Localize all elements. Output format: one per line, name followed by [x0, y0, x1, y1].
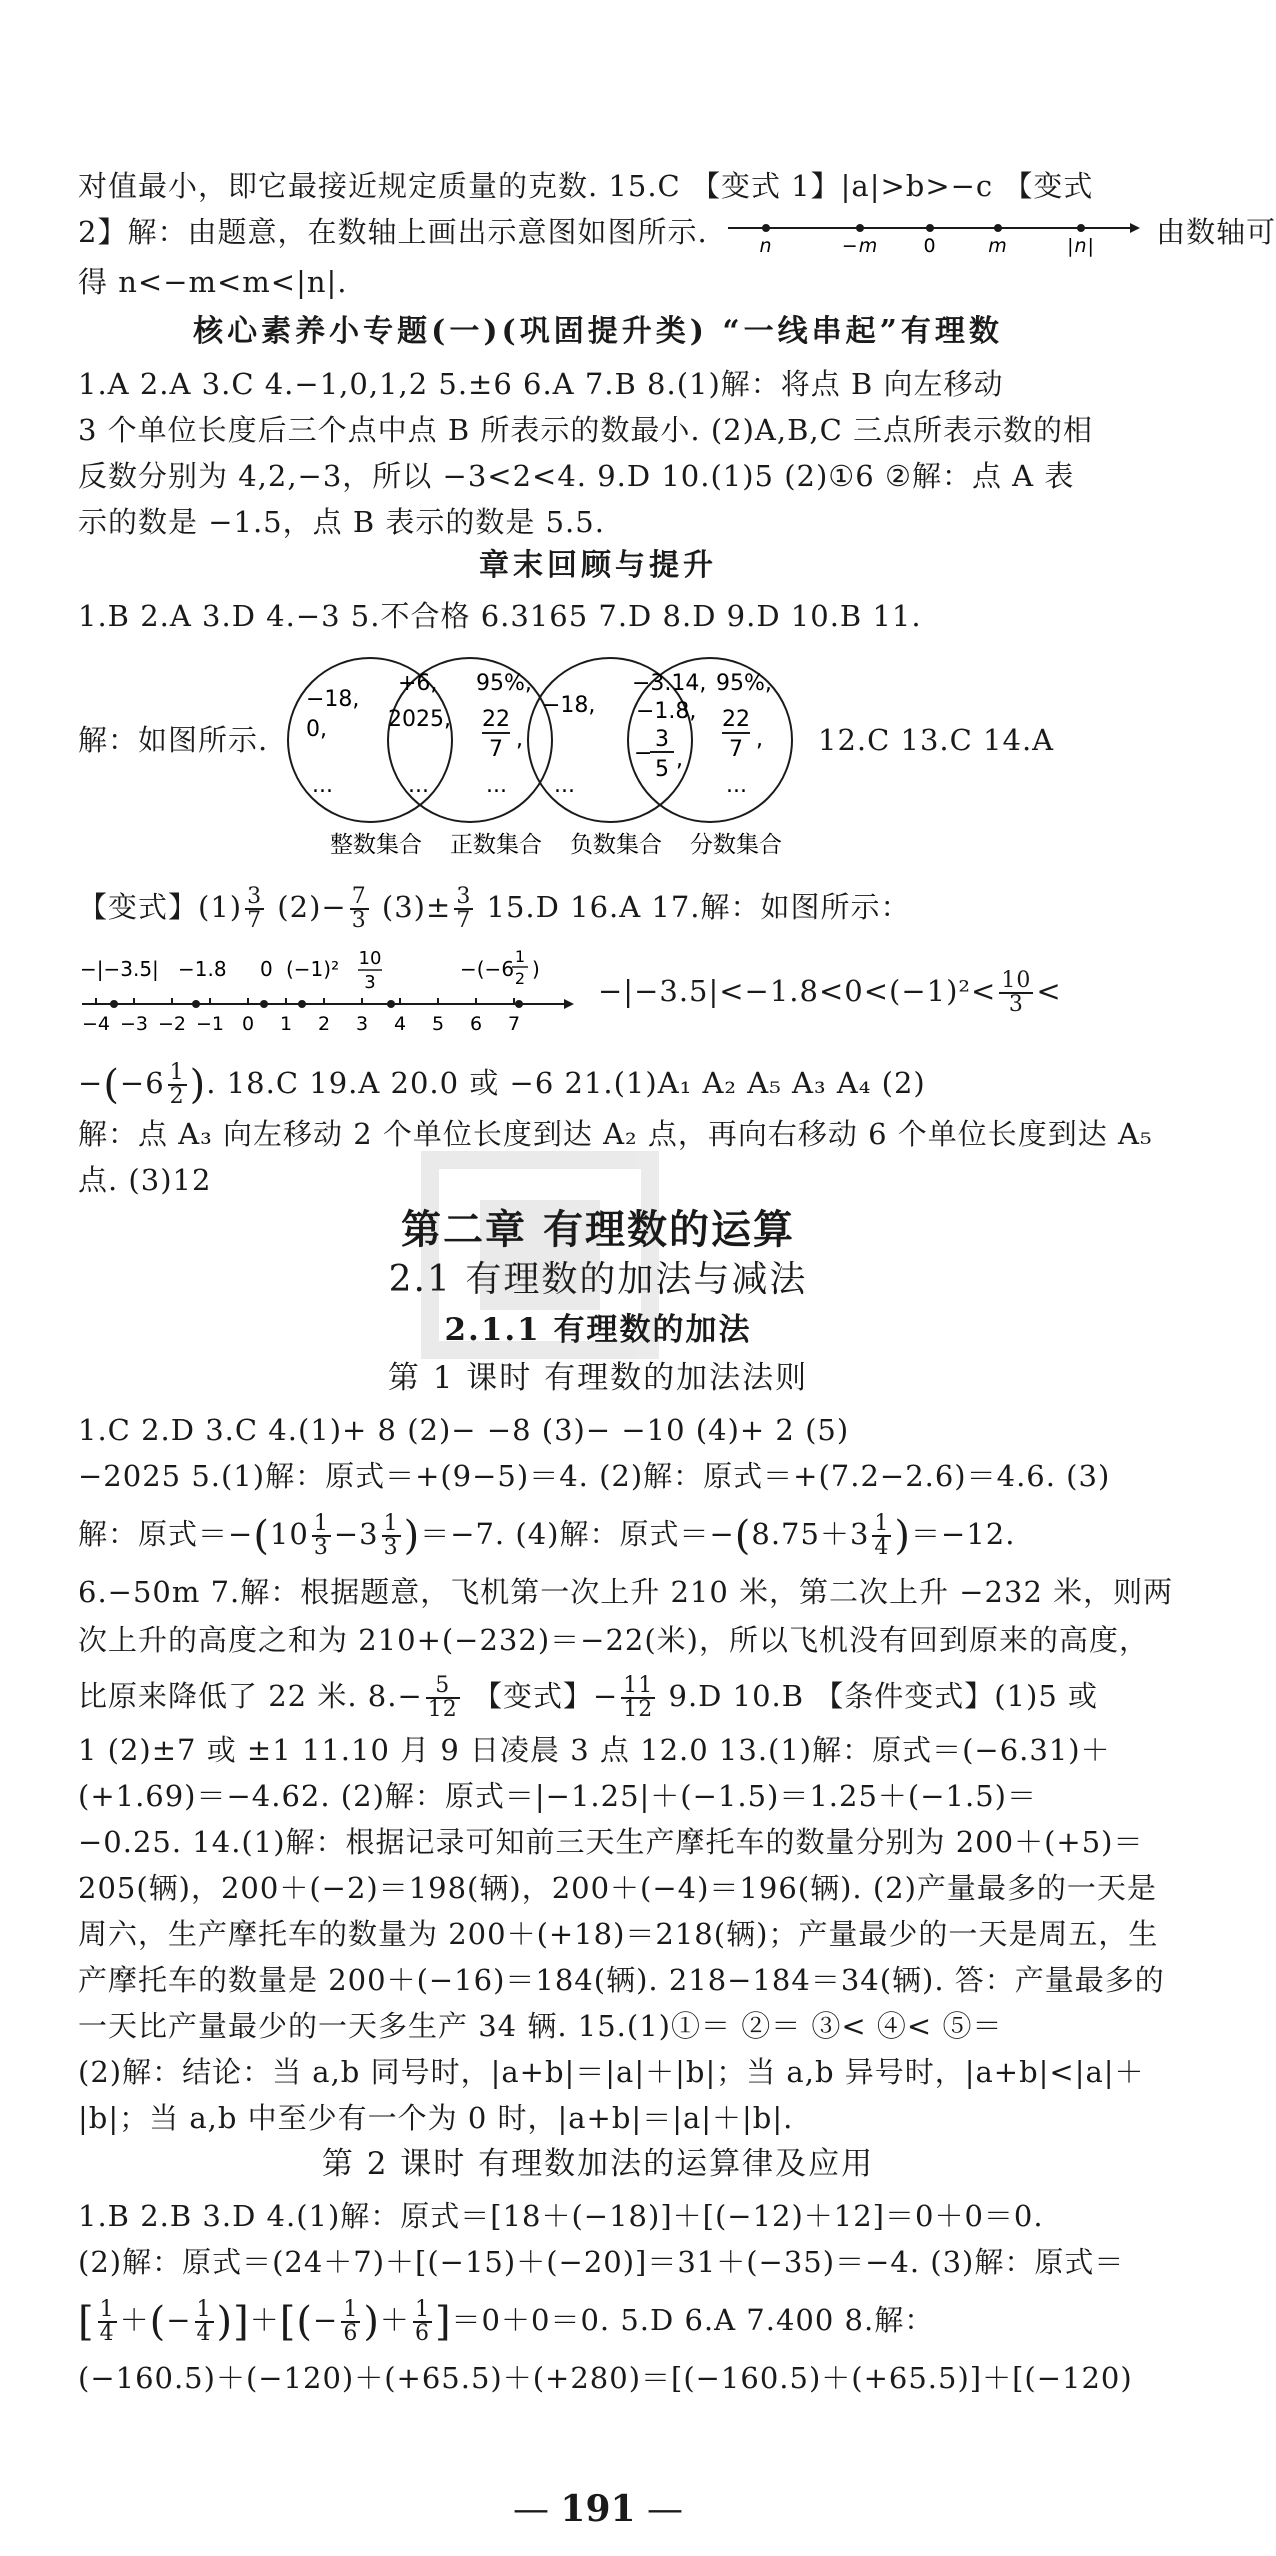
fraction: $\frac{1}{3}$	[313, 1511, 329, 1560]
text-line: 1 (2)±7 或 ±1 11.10 月 9 日凌晨 3 点 12.0 13.(1)解：原式＝(−6.31)＋	[78, 1733, 1111, 1767]
text-line: 得 n<−m<m<|n|.	[78, 265, 348, 299]
fraction: $\frac{7}{3}$	[351, 884, 367, 933]
venn-text: ...	[486, 773, 507, 798]
nl-tick-label: 3	[355, 1013, 369, 1035]
fraction: $\frac{3}{7}$	[247, 884, 263, 933]
text-line: (+1.69)＝−4.62. (2)解：原式＝|−1.25|＋(−1.5)＝1.25＋(−1.5)＝	[78, 1779, 1037, 1813]
subsection-title: 2.1.1 有理数的加法	[444, 1312, 752, 1348]
text-span: 15.D 16.A 17.解：如图所示：	[476, 890, 911, 924]
nl-tick-label: −1	[195, 1013, 225, 1035]
text-line: 一天比产量最少的一天多生产 34 辆. 15.(1)①＝ ②＝ ③< ④< ⑤＝	[78, 2009, 1003, 2043]
text-line: 1.C 2.D 3.C 4.(1)+ 8 (2)− −8 (3)− −10 (4)+ 2 (5)	[78, 1413, 850, 1447]
nl-label: −1.8	[178, 957, 227, 981]
venn-text: −	[634, 741, 653, 766]
text-line: 点. (3)12	[78, 1163, 212, 1197]
nl-tick-label: −4	[81, 1013, 111, 1035]
venn-text: ...	[408, 773, 429, 798]
nl-label: 2	[514, 969, 526, 988]
nl-label: m	[988, 235, 1008, 257]
text-line: 1.A 2.A 3.C 4.−1,0,1,2 5.±6 6.A 7.B 8.(1)解：将点 B 向左移动	[78, 367, 1004, 401]
nl-tick-label: 7	[507, 1013, 521, 1035]
venn-text: ...	[312, 773, 333, 798]
set-label: 正数集合	[450, 832, 542, 858]
venn-text: −18,	[306, 687, 360, 712]
text-span: 比原来降低了 22 米. 8.−	[78, 1679, 423, 1713]
nl-tick-label: 2	[317, 1013, 331, 1035]
chapter-title: 第二章 有理数的运算	[401, 1206, 795, 1253]
text-span: −3	[333, 1517, 379, 1551]
venn-text: ...	[726, 773, 747, 798]
text-line: (2)解：原式＝(24＋7)＋[(−15)＋(−20)]＝31＋(−35)＝−4. (3)解：原式＝	[78, 2245, 1125, 2279]
number-line-1	[726, 212, 1146, 256]
nl-label: −m	[841, 235, 879, 257]
text-span: 解：原式＝−	[78, 1517, 254, 1551]
text-line: 反数分别为 4,2,−3，所以 −3<2<4. 9.D 10.(1)5 (2)①6 ②解：点 A 表	[78, 459, 1075, 493]
text-line: (2)解：结论：当 a,b 同号时，|a+b|＝|a|＋|b|；当 a,b 异号时，|a+b|<|a|＋	[78, 2055, 1145, 2089]
text-span: −|−3.5|<−1.8<0<(−1)²<	[598, 974, 997, 1008]
venn-text: 0,	[306, 717, 327, 742]
fraction: $\frac{1}{4}$	[196, 2297, 212, 2346]
fraction: $\frac{1}{6}$	[343, 2297, 359, 2346]
venn-text: 2025,	[388, 707, 451, 732]
nl-tick-label: −3	[119, 1013, 149, 1035]
text-line: 6.−50m 7.解：根据题意，飞机第一次上升 210 米，第二次上升 −232 米，则两	[78, 1575, 1174, 1609]
text-line: 解：原式＝−(10 $\frac{1}{3}$ −3 $\frac{1}{3}$ )＝−7. (4)解：原式＝−(8.75＋3 $\frac{1}{4}$ )＝−12.	[78, 1511, 1016, 1560]
text-line: 对值最小，即它最接近规定质量的克数. 15.C 【变式 1】|a|>b>−c 【变式	[78, 169, 1094, 203]
text-span: 解：如图所示.	[78, 723, 269, 757]
lesson-title: 第 1 课时 有理数的加法法则	[387, 1360, 809, 1396]
text-span: 8.75＋3	[751, 1517, 870, 1551]
text-span: 12.C 13.C 14.A	[818, 723, 1055, 757]
set-label: 整数集合	[330, 832, 422, 858]
nl-label: (−1)²	[286, 957, 340, 981]
text-line: 周六，生产摩托车的数量为 200＋(+18)＝218(辆)；产量最少的一天是周五，生	[78, 1917, 1159, 1951]
venn-text: 95%,	[476, 671, 532, 696]
set-label: 负数集合	[570, 832, 662, 858]
section-heading: 核心素养小专题(一)(巩固提升类) “一线串起”有理数	[193, 314, 1003, 349]
nl-label: 1	[514, 947, 526, 966]
nl-label: −|−3.5|	[80, 957, 159, 981]
text-span: −	[78, 1066, 104, 1100]
text-line: (−160.5)＋(−120)＋(+65.5)＋(+280)＝[(−160.5)＋(+65.5)]＋[(−120)	[78, 2361, 1133, 2395]
venn-text: ...	[554, 773, 575, 798]
text-line: 3 个单位长度后三个点中点 B 所表示的数最小. (2)A,B,C 三点所表示数的相	[78, 413, 1094, 447]
venn-frac-num: 22	[482, 707, 510, 732]
text-line	[598, 966, 1062, 1016]
text-line: 205(辆)，200＋(−2)＝198(辆)，200＋(−4)＝196(辆). (2)产量最多的一天是	[78, 1871, 1157, 1905]
venn-frac-num: 22	[722, 707, 750, 732]
venn-frac-den: 5	[655, 757, 669, 782]
fraction: $\frac{1}{4}$	[99, 2297, 115, 2346]
venn-text: ,	[676, 747, 683, 772]
fraction: $\frac{1}{4}$	[874, 1511, 890, 1560]
text-line: −0.25. 14.(1)解：根据记录可知前三天生产摩托车的数量分别为 200＋(+5)＝	[78, 1825, 1144, 1859]
section-title: 2.1 有理数的加法与减法	[388, 1259, 808, 1300]
venn-frac-num: 3	[655, 727, 669, 752]
venn-text: ,	[756, 727, 763, 752]
number-line-2	[74, 946, 584, 1038]
text-line	[78, 882, 911, 932]
page-number: — 191 —	[512, 2488, 684, 2530]
text-line: −2025 5.(1)解：原式＝+(9−5)＝4. (2)解：原式＝+(7.2−2.6)＝4.6. (3)	[78, 1459, 1111, 1493]
text-span: 【变式】−	[462, 1679, 619, 1713]
text-span: 10	[269, 1517, 309, 1551]
nl-label: 10	[358, 948, 382, 969]
nl-tick-label: 0	[241, 1013, 255, 1035]
venn-text: −18,	[542, 693, 596, 718]
text-span: . 18.C 19.A 20.0 或 −6 21.(1)A₁ A₂ A₅ A₃ A₄ (2)	[206, 1066, 926, 1100]
text-span: 【变式】(1)	[78, 890, 243, 924]
venn-text: ,	[516, 727, 523, 752]
text-span: <	[1036, 974, 1062, 1008]
nl-label: )	[532, 957, 540, 981]
nl-label: 3	[364, 972, 376, 993]
fraction: $\frac{10}{3}$	[1001, 968, 1032, 1017]
venn-text: 95%,	[716, 671, 772, 696]
fraction: $\frac{3}{7}$	[456, 884, 472, 933]
nl-tick-label: 1	[279, 1013, 293, 1035]
fraction: $\frac{1}{3}$	[383, 1511, 399, 1560]
text-line: 解：点 A₃ 向左移动 2 个单位长度到达 A₂ 点，再向右移动 6 个单位长度到达 A₅	[78, 1117, 1153, 1151]
text-span: ＝0＋0＝0. 5.D 6.A 7.400 8.解：	[451, 2303, 935, 2337]
text-span: 由数轴可	[1156, 215, 1276, 249]
text-line: 1.B 2.A 3.D 4.−3 5.不合格 6.3165 7.D 8.D 9.D 10.B 11.	[78, 599, 922, 633]
venn-text: +6,	[398, 671, 438, 696]
text-line	[78, 212, 1276, 256]
text-line: 次上升的高度之和为 210+(−232)＝−22(米)，所以飞机没有回到原来的高度，	[78, 1623, 1149, 1657]
text-line: −(−6 $\frac{1}{2}$ ). 18.C 19.A 20.0 或 −6 21.(1)A₁ A₂ A₅ A₃ A₄ (2)	[78, 1060, 926, 1109]
text-span: 9.D 10.B 【条件变式】(1)5 或	[658, 1679, 1099, 1713]
fraction: $\frac{1}{6}$	[414, 2297, 430, 2346]
lesson-title: 第 2 课时 有理数加法的运算律及应用	[321, 2146, 875, 2182]
fraction: $\frac{1}{2}$	[169, 1060, 185, 1109]
nl-label: 0	[923, 235, 937, 257]
text-span: 2】解：由题意，在数轴上画出示意图如图所示.	[78, 215, 708, 249]
text-line	[78, 1670, 1098, 1722]
text-line: |b|；当 a,b 中至少有一个为 0 时，|a+b|＝|a|＋|b|.	[78, 2101, 794, 2135]
nl-tick-label: 6	[469, 1013, 483, 1035]
text-line: 1.B 2.B 3.D 4.(1)解：原式＝[18＋(−18)]＋[(−12)＋12]＝0＋0＝0.	[78, 2199, 1044, 2233]
section-heading: 章末回顾与提升	[479, 548, 717, 583]
text-span: ＝−12.	[911, 1517, 1016, 1551]
text-span: −6	[119, 1066, 165, 1100]
nl-tick-label: 4	[393, 1013, 407, 1035]
nl-label: 0	[260, 957, 273, 981]
text-line: [ $\frac{1}{4}$ ＋(− $\frac{1}{4}$ )]＋[(− $\frac{1}{6}$ )＋ $\frac{1}{6}$ ]＝0＋0＝0. 5.D 6.A 7.400 8.解：	[78, 2297, 935, 2346]
text-line: 示的数是 −1.5，点 B 表示的数是 5.5.	[78, 505, 605, 539]
fraction: $\frac{11}{12}$	[623, 1673, 654, 1722]
venn-text: −3.14,	[632, 671, 707, 696]
venn-frac-den: 7	[489, 737, 503, 762]
nl-tick-label: −2	[157, 1013, 187, 1035]
set-label: 分数集合	[690, 832, 782, 858]
text-span: (2)−	[267, 890, 347, 924]
fraction: $\frac{5}{12}$	[427, 1673, 458, 1722]
text-span: (3)±	[371, 890, 452, 924]
nl-label: −(−6	[460, 957, 515, 981]
text-span: ＝−7. (4)解：原式＝−	[420, 1517, 735, 1551]
nl-label: n	[759, 235, 773, 257]
venn-text: −1.8,	[636, 699, 697, 724]
nl-label: |n|	[1066, 235, 1095, 257]
text-line: 产摩托车的数量是 200＋(−16)＝184(辆). 218−184＝34(辆). 答：产量最多的	[78, 1963, 1165, 1997]
nl-tick-label: 5	[431, 1013, 445, 1035]
venn-frac-den: 7	[729, 737, 743, 762]
